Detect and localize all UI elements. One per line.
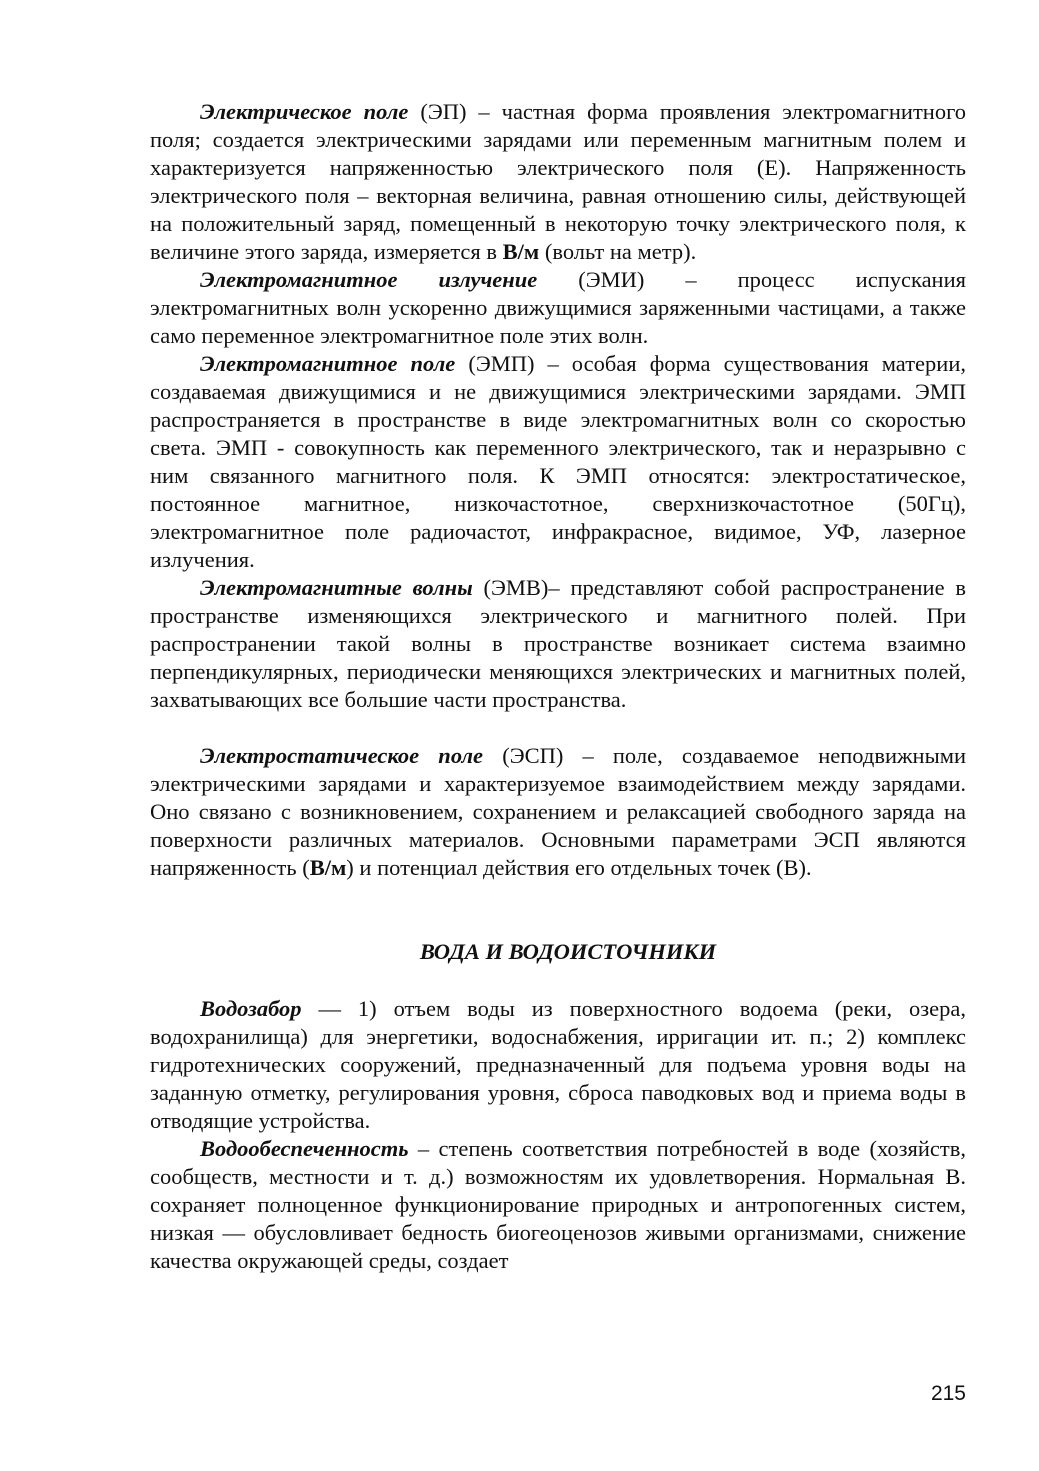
term-electrostatic-field: Электростатическое поле — [200, 743, 484, 768]
paragraph-electric-field — [150, 98, 966, 266]
paragraph-text: (ЭСП) – поле, создаваемое неподвижными электрическими зарядами и характеризуемое взаимодействием между зарядами. Оно связано с возникновением, сохранением и релаксацией свободного заряда на поверхности различных материалов. Основными параметрами ЭСП являются напряженность ( — [150, 743, 966, 880]
paragraph-gap — [150, 714, 966, 742]
paragraph-em-field — [150, 350, 966, 574]
section-gap — [150, 966, 966, 995]
paragraph-text: (вольт на метр). — [539, 239, 697, 264]
paragraph-text: — 1) отъем воды из поверхностного водоема (реки, озера, водохранилища) для энергетики, водоснабжения, ирригации ит. п.; 2) комплекс гидротехнических сооружений, предназначенный для подъема уровня воды на заданную отметку, регулирования уровня, сброса паводковых вод и приема воды в отводящие устройства. — [150, 996, 966, 1133]
term-water-intake: Водозабор — [200, 996, 302, 1021]
paragraph-text: ) и потенциал действия его отдельных точек (В). — [346, 855, 812, 880]
paragraph-text: (ЭМВ)– представляют собой распространение в пространстве изменяющихся электрического и магнитного полей. При распространении такой волны в пространстве возникает система взаимно перпендикулярных, периодически меняющихся электрических и магнитных полей, захватывающих все большие части пространства. — [150, 575, 966, 712]
paragraph-em-waves — [150, 574, 966, 714]
term-em-waves: Электромагнитные волны — [200, 575, 473, 600]
term-water-availability: Водообеспеченность — [200, 1136, 409, 1161]
paragraph-em-radiation — [150, 266, 966, 350]
paragraph-text: (ЭП) – частная форма проявления электромагнитного поля; создается электрическими зарядами или переменным магнитным полем и характеризуется напряженностью электрического поля (Е). Напряженность электрического поля – векторная величина, равная отношению силы, действующей на положительный заряд, помещенный в некоторую точку электрического поля, к величине этого заряда, измеряется в — [150, 99, 966, 264]
page-number: 215 — [930, 1382, 966, 1405]
paragraph-water-intake — [150, 995, 966, 1135]
document-page — [150, 98, 966, 1275]
paragraph-text: – степень соответствия потребностей в воде (хозяйств, сообществ, местности и т. д.) возможностям их удовлетворения. Нормальная В. сохраняет полноценное функционирование природных и антропогенных систем, низкая — обусловливает бедность биогеоценозов живыми организмами, снижение качества окружающей среды, создает — [150, 1136, 966, 1273]
term-electric-field: Электрическое поле — [200, 99, 409, 124]
paragraph-water-availability — [150, 1135, 966, 1275]
paragraph-electrostatic-field — [150, 742, 966, 882]
section-title: ВОДА И ВОДОИСТОЧНИКИ — [419, 939, 717, 964]
term-em-field: Электромагнитное поле — [200, 351, 456, 376]
paragraph-text: (ЭМП) – особая форма существования материи, создаваемая движущимися и не движущимися электрическими зарядами. ЭМП распространяется в пространстве в виде электромагнитных волн со скоростью света. ЭМП - совокупность как переменного электрического, так и неразрывно с ним связанного магнитного поля. К ЭМП относятся: электростатическое, постоянное магнитное, низкочастотное, сверхнизкочастотное (50Гц), электромагнитное поле радиочастот, инфракрасное, видимое, УФ, лазерное излучения. — [150, 351, 966, 572]
term-em-radiation: Электромагнитное излучение — [200, 267, 538, 292]
unit-volt-per-meter: В/м — [502, 239, 540, 264]
paragraph-text: (ЭМИ) – процесс испускания электромагнитных волн ускоренно движущимися заряженными частицами, а также само переменное электромагнитное поле этих волн. — [150, 267, 966, 348]
unit-volt-per-meter: В/м — [309, 855, 347, 880]
section-gap — [150, 882, 966, 938]
